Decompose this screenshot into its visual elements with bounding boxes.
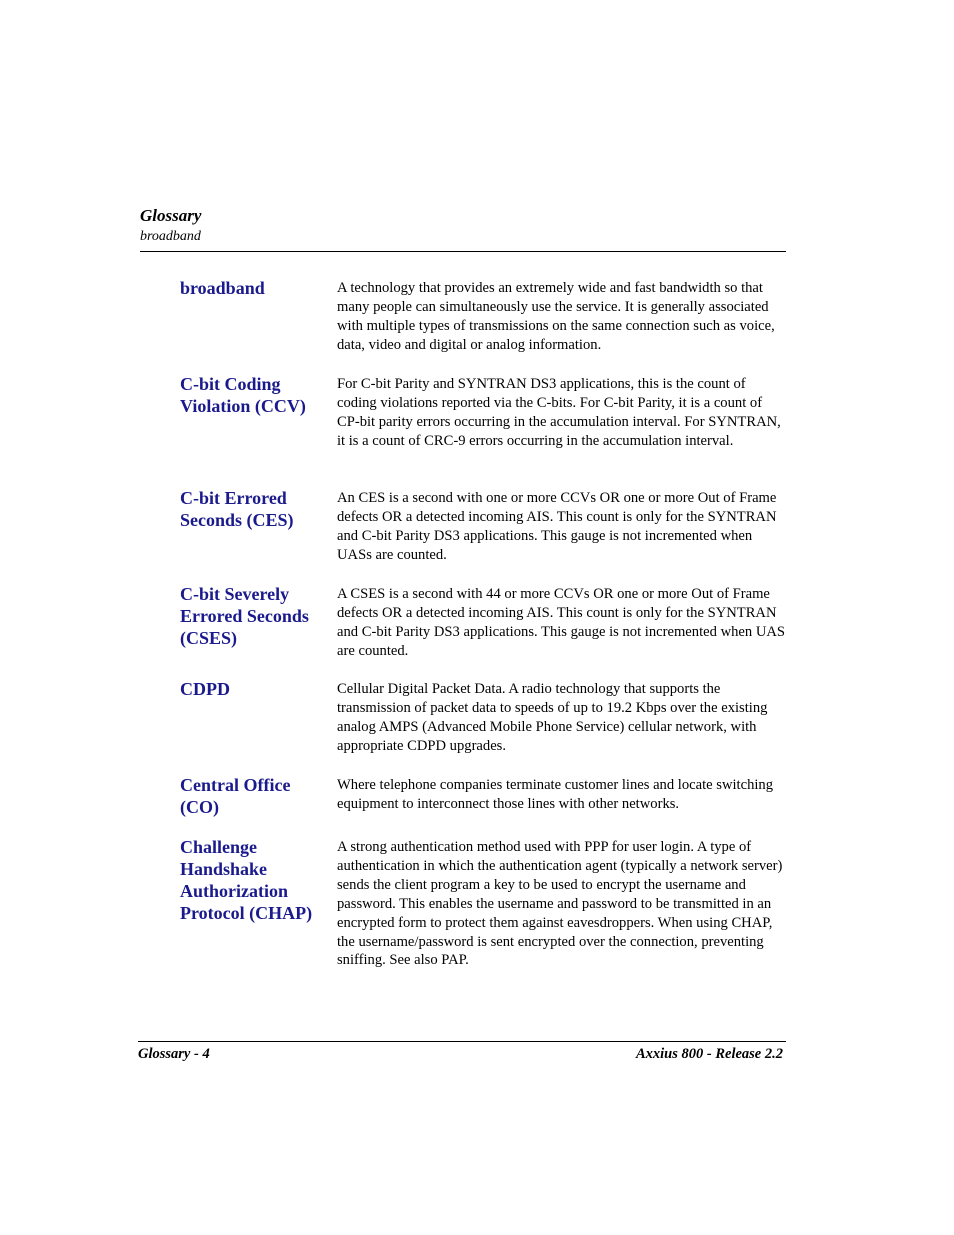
glossary-term: C-bit Coding Violation (CCV) [180, 374, 306, 416]
glossary-definition: A technology that provides an extremely wide and fast bandwidth so that many people can simultaneously use the service. It is generally associated with multiple types of transmissions on the same connection such as voice, data, video and digital or analog information. [337, 280, 775, 353]
glossary-definition: A strong authentication method used with PPP for user login. A type of authentication in which the authentication agent (typically a network server) sends the client program a key to be used to encrypt the username and password. This enables the username and password to be transmitted in an encrypted form to protect them against eavesdroppers. When using CHAP, the username/password is sent encrypted over the connection, preventing sniffing. See also PAP. [337, 839, 783, 969]
glossary-term: CDPD [180, 679, 230, 699]
glossary-term: Challenge Handshake Authorization Protocol (CHAP) [180, 837, 313, 923]
footer-product-release: Axxius 800 - Release 2.2 [635, 1046, 783, 1062]
footer-page-number: Glossary - 4 [138, 1046, 210, 1062]
glossary-definition: An CES is a second with one or more CCVs OR one or more Out of Frame defects OR a detected incoming AIS. This count is only for the SYNTRAN and C-bit Parity DS3 applications. This gauge is not incremented when UASs are counted. [337, 490, 777, 563]
glossary-definition: For C-bit Parity and SYNTRAN DS3 applications, this is the count of coding violations reported via the C-bits. For C-bit Parity, it is a count of CP-bit parity errors occurring in the accumulation interval. For SYNTRAN, it is a count of CRC-9 errors occurring in the accumulation interval. [337, 376, 781, 449]
glossary-term: broadband [180, 278, 265, 298]
glossary-term: C-bit Severely Errored Seconds (CSES) [180, 584, 309, 648]
glossary-definition: Cellular Digital Packet Data. A radio technology that supports the transmission of packet data to speeds of up to 19.2 Kbps over the existing analog AMPS (Advanced Mobile Phone Service) cellular network, with appropriate CDPD upgrades. [337, 681, 768, 754]
running-header-title: Glossary [140, 206, 202, 225]
glossary-term: Central Office (CO) [180, 775, 291, 817]
glossary-definition: A CSES is a second with 44 or more CCVs OR one or more Out of Frame defects OR a detected incoming AIS. This count is only for the SYNTRAN and C-bit Parity DS3 applications. This gauge is not incremented when UAS are counted. [337, 586, 786, 659]
running-header-subtitle: broadband [140, 229, 201, 244]
glossary-definition: Where telephone companies terminate customer lines and locate switching equipment to interconnect those lines with other networks. [337, 777, 774, 812]
footer-divider [138, 1041, 786, 1042]
header-divider [140, 251, 786, 252]
glossary-term: C-bit Errored Seconds (CES) [180, 488, 294, 530]
